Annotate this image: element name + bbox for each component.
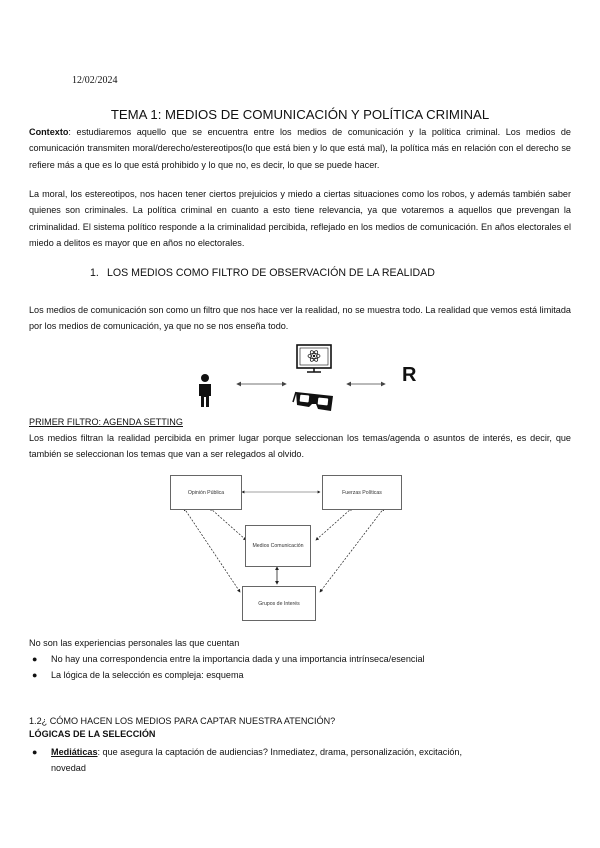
list-item: ● La lógica de la selección es compleja: esquema <box>32 670 244 680</box>
glasses-icon <box>293 392 333 411</box>
primer-filtro-text: Los medios filtran la realidad percibida en primer lugar porque seleccionan los temas/agenda o asuntos de interés, es decir, que también se seleccionan los temas que van a ser relegados al olvido. <box>29 433 571 460</box>
primer-filtro-heading: PRIMER FILTRO: AGENDA SETTING <box>29 417 183 427</box>
reality-label: R <box>402 364 417 386</box>
experiencias-text: No son las experiencias personales las que cuentan <box>29 638 240 648</box>
list-item: ● No hay una correspondencia entre la importancia dada y una importancia intrínseca/esencial <box>32 654 425 664</box>
mediaticas-list <box>29 744 499 776</box>
box-fuerzas-politicas: Fuerzas Políticas <box>322 475 402 510</box>
box-grupos-interes: Grupos de Interés <box>242 586 316 621</box>
box-opinion-publica: Opinión Pública <box>170 475 242 510</box>
moral-paragraph: La moral, los estereotipos, nos hacen tener ciertos prejuicios y miedo a ciertas situaciones como los robos, y además también saber quienes son criminales. La política criminal en cuanto a esto tiene relevancia, ya que votaremos a aquellos que prevengan la criminalidad. El sistema político responde a la criminalidad percibida, reflejado en los medios de comunicación. En años electorales el miedo a delitos es mayor que en años no electorales. <box>29 189 571 249</box>
document-date: 12/02/2024 <box>72 75 118 86</box>
box-medios-comunicacion: Medios Comunicación <box>245 525 311 567</box>
tv-icon <box>297 345 331 372</box>
list-item: ● Mediáticas: que asegura la captación de audiencias? Inmediatez, drama, personalización, excitación, novedad <box>32 747 462 773</box>
logicas-heading: LÓGICAS DE LA SELECCIÓN <box>29 729 156 739</box>
section-1-number: 1. <box>90 267 99 279</box>
mediaticas-text: : que asegura la captación de audiencias? Inmediatez, drama, personalización, excitación, novedad <box>51 747 462 773</box>
contexto-text: : estudiaremos aquello que se encuentra entre los medios de comunicación y la política criminal. Los medios de comunicación transmiten moral/derecho/estereotipos(lo que está bien y lo que está mal), la política más en relación con el derecho se refiere más a que es lo que está prohibido y lo que no, es decir, lo que se puede hacer. <box>29 127 571 170</box>
subsection-heading: 1.2¿ CÓMO HACEN LOS MEDIOS PARA CAPTAR NUESTRA ATENCIÓN? <box>29 716 336 726</box>
mediaticas-label: Mediáticas <box>51 747 98 757</box>
agenda-diagram <box>170 470 430 625</box>
contexto-label: Contexto <box>29 127 69 137</box>
page-title: TEMA 1: MEDIOS DE COMUNICACIÓN Y POLÍTICA CRIMINAL <box>110 107 490 122</box>
bullet-list <box>29 651 571 683</box>
person-icon <box>199 374 211 407</box>
section-1-title: LOS MEDIOS COMO FILTRO DE OBSERVACIÓN DE LA REALIDAD <box>107 267 435 279</box>
filtro-paragraph: Los medios de comunicación son como un filtro que nos hace ver la realidad, no se muestra todo. La realidad que vemos está limitada por los medios de comunicación, ya que no se nos enseña todo. <box>29 305 571 332</box>
